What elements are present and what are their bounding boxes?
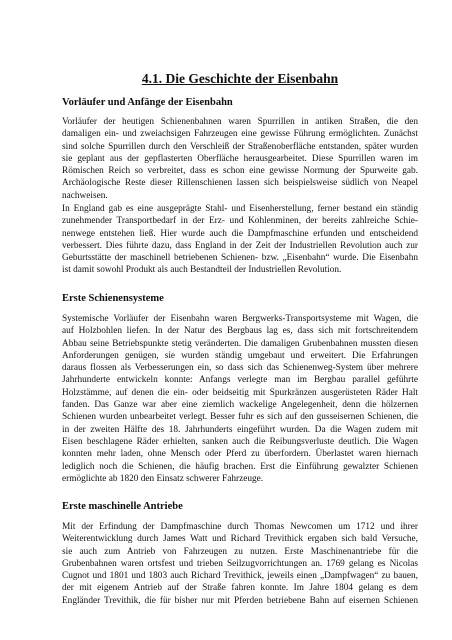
text-line: in der zweiten Hälfte des 18. Jahrhunderts eingeführt wurden. Da die Wagen zudem mit (62, 424, 418, 435)
text-line: Engländer Trevithik, die für bisher nur mit Pferden betriebene Bahn auf eisernen Schienen (62, 595, 418, 606)
text-line: Holzstämme, auf denen die ein- oder beidseitig mit Spurkränzen ausgerüsteten Räder Halt (62, 387, 418, 398)
text-line: Grubenbahnen waren ortsfest und trieben Seilzugvorrichtungen an. 1769 gelang es Nicolas (62, 558, 418, 569)
paragraph (62, 203, 418, 277)
text-line: ermöglichte ab 1820 den Einsatz schwerer Fahrzeuge. (62, 473, 264, 484)
chapter-title: 4.1. Die Geschichte der Eisenbahn (141, 71, 339, 86)
text-line: Eisen beschlagene Räder erhielten, sanken auch die Reibungsverluste deutlich. Die Wagen (62, 436, 418, 447)
text-line: sie auch zum Antrieb von Fahrzeugen zu nutzen. Erste Maschinenantriebe für die (62, 546, 418, 557)
text-line: lediglich noch die Schienen, die häufig brachen. Erst die Einführung gewalzter Schienen (62, 461, 418, 472)
text-line: Archäologische Reste dieser Rillenschienen lassen sich beispielsweise südlich von Neapel (62, 178, 418, 189)
section-heading: Vorläufer und Anfänge der Eisenbahn (62, 97, 233, 108)
section-heading: Erste maschinelle Antriebe (62, 501, 183, 512)
text-line: Geburtsstätte der maschinell betriebenen Schienen- bzw. „Eisenbahn“ wurde. Die Eisenbahn (62, 253, 418, 264)
text-line: konnten mehr laden, ohne Mensch oder Pferd zu überfordern. Überlastet waren hiernach (62, 449, 418, 460)
text-line: daraus flossen als Verbesserungen ein, so dass sich das Schienenweg-System über mehrere (62, 363, 418, 374)
text-line: Mit der Erfindung der Dampfmaschine durch Thomas Newcomen um 1712 und ihrer (62, 522, 418, 532)
text-line: verbessert. Dies führte dazu, dass England in der Zeit der Industriellen Revolution auch zur (62, 240, 418, 251)
section-heading: Erste Schienensysteme (62, 293, 164, 304)
text-line: Abbau seine Betriebspunkte stetig veränderten. Die damaligen Grubenbahnen mussten diesen (62, 338, 418, 349)
paragraph (62, 116, 418, 202)
text-line: auf Holzbohlen liefen. In der Natur des Bergbaus lag es, dass sich mit fortschreitendem (62, 326, 418, 337)
text-line: sind solche Spurrillen durch den Verschleiß der Straßenoberfläche entstanden, später wurden (62, 141, 418, 152)
text-line: sie geplant aus der gepflasterten Oberfläche herausgearbeitet. Diese Spurrillen waren im (62, 153, 418, 164)
text-line: Anforderungen genügen, sie wurden ständig umgebaut und erweitert. Die Erfahrungen (62, 350, 418, 361)
paragraph (62, 313, 418, 485)
text-line: der mit eigenem Antrieb auf der Straße fahren konnte. Im Jahre 1804 gelang es dem (62, 583, 418, 594)
text-line: Vorläufer der heutigen Schienenbahnen waren Spurrillen in antiken Straßen, die den (62, 117, 418, 127)
text-line: Weiterentwicklung durch James Watt und Richard Trevithick ergaben sich bald Versuche, (62, 534, 418, 545)
text-line: zunehmender Transportbedarf in der Erz- und Kohlenminen, der bereits zahlreiche Schie- (62, 216, 418, 227)
text-line: Römischen Reich so verbreitet, dass es schon eine gewisse Normung der Spurweite gab. (62, 166, 418, 177)
text-line: ist damit sowohl Produkt als auch Bestandteil der Industriellen Revolution. (62, 265, 342, 276)
text-line: nachweisen. (62, 190, 108, 201)
text-line: fanden. Das Ganze war aber eine ziemlich wackelige Angelegenheit, denn die hölzernen (62, 400, 418, 411)
text-line: Jahrhunderte entwickeln konnte: Anfangs verlegte man im Bergbau parallel geführte (62, 375, 418, 386)
text-line: In England gab es eine ausgeprägte Stahl- und Eisenherstellung, ferner bestand ein ständig (62, 204, 418, 214)
text-line: Cugnot und 1801 und 1803 auch Richard Trevithick, jeweils einen „Dampfwagen“ zu bauen, (62, 571, 418, 582)
text-line: damaligen ein- und zweiachsigen Fahrzeugen eine gewisse Führung ermöglichten. Zunächst (62, 129, 418, 140)
text-line: Schienen wurden unbearbeitet verlegt. Besser fuhr es sich auf den gusseisernen Schienen, die (62, 412, 418, 423)
paragraph (62, 521, 418, 607)
text-line: Systemische Vorläufer der Eisenbahn waren Bergwerks-Transportsysteme mit Wagen, die (62, 314, 418, 324)
text-line: nenwege entstehen ließ. Hier wurde auch die Dampfmaschine erfunden und entscheidend (62, 228, 418, 239)
